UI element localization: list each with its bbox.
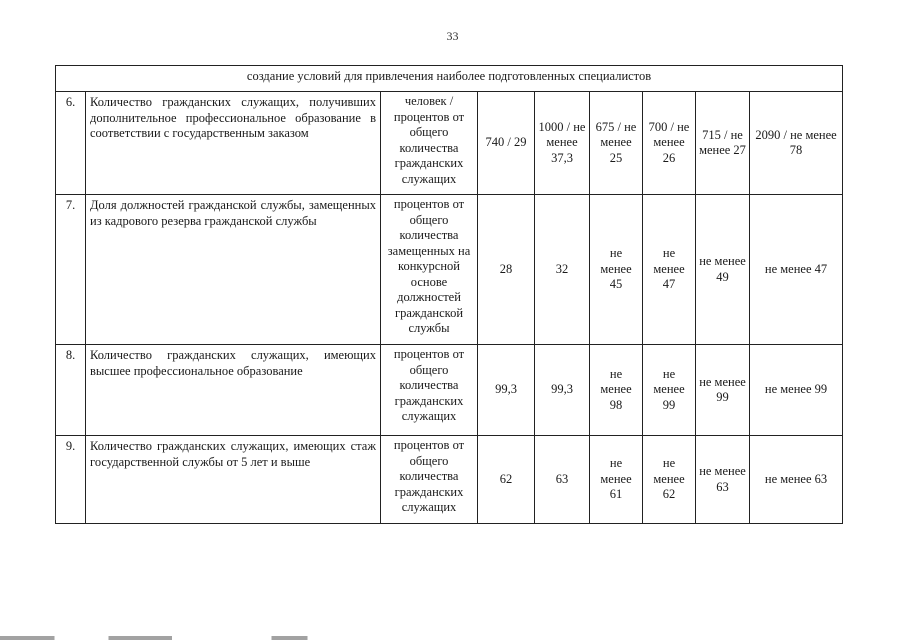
indicator-description: Количество гражданских служащих, получивших дополнительное профессиональное образование в соответствии с государственным заказом xyxy=(86,92,381,195)
section-title: создание условий для привлечения наиболее подготовленных специалистов xyxy=(56,66,843,92)
value-cell: не менее 98 xyxy=(590,345,643,436)
value-cell: не менее 99 xyxy=(696,345,750,436)
table-row xyxy=(56,345,843,436)
value-cell: не менее 62 xyxy=(643,436,696,524)
value-cell: 675 / не менее 25 xyxy=(590,92,643,195)
value-cell: 740 / 29 xyxy=(478,92,535,195)
value-cell: не менее 47 xyxy=(643,195,696,345)
row-number: 9. xyxy=(56,436,86,524)
scan-edge-artifact xyxy=(0,636,905,640)
value-cell: не менее 63 xyxy=(696,436,750,524)
value-cell: 700 / не менее 26 xyxy=(643,92,696,195)
unit-of-measure: процентов от общего количества гражданских служащих xyxy=(381,436,478,524)
value-cell: 28 xyxy=(478,195,535,345)
row-number: 7. xyxy=(56,195,86,345)
value-cell: 1000 / не менее 37,3 xyxy=(535,92,590,195)
indicator-description: Доля должностей гражданской службы, замещенных из кадрового резерва гражданской службы xyxy=(86,195,381,345)
value-cell: не менее 63 xyxy=(750,436,843,524)
indicators-table xyxy=(55,65,843,524)
unit-of-measure: процентов от общего количества гражданских служащих xyxy=(381,345,478,436)
value-cell: 99,3 xyxy=(535,345,590,436)
row-number: 8. xyxy=(56,345,86,436)
page-number: 33 xyxy=(446,29,459,43)
row-number: 6. xyxy=(56,92,86,195)
section-header-row xyxy=(56,66,843,92)
value-cell: не менее 61 xyxy=(590,436,643,524)
value-cell: не менее 49 xyxy=(696,195,750,345)
value-cell: 32 xyxy=(535,195,590,345)
indicator-description: Количество гражданских служащих, имеющих стаж государственной службы от 5 лет и выше xyxy=(86,436,381,524)
value-cell: не менее 99 xyxy=(643,345,696,436)
value-cell: не менее 99 xyxy=(750,345,843,436)
value-cell: 62 xyxy=(478,436,535,524)
unit-of-measure: человек / процентов от общего количества гражданских служащих xyxy=(381,92,478,195)
unit-of-measure: процентов от общего количества замещенных на конкурсной основе должностей гражданской службы xyxy=(381,195,478,345)
value-cell: 715 / не менее 27 xyxy=(696,92,750,195)
value-cell: 99,3 xyxy=(478,345,535,436)
value-cell: не менее 45 xyxy=(590,195,643,345)
value-cell: 2090 / не менее 78 xyxy=(750,92,843,195)
table-row xyxy=(56,92,843,195)
table-row xyxy=(56,195,843,345)
table-row xyxy=(56,436,843,524)
value-cell: не менее 47 xyxy=(750,195,843,345)
value-cell: 63 xyxy=(535,436,590,524)
indicator-description: Количество гражданских служащих, имеющих высшее профессиональное образование xyxy=(86,345,381,436)
